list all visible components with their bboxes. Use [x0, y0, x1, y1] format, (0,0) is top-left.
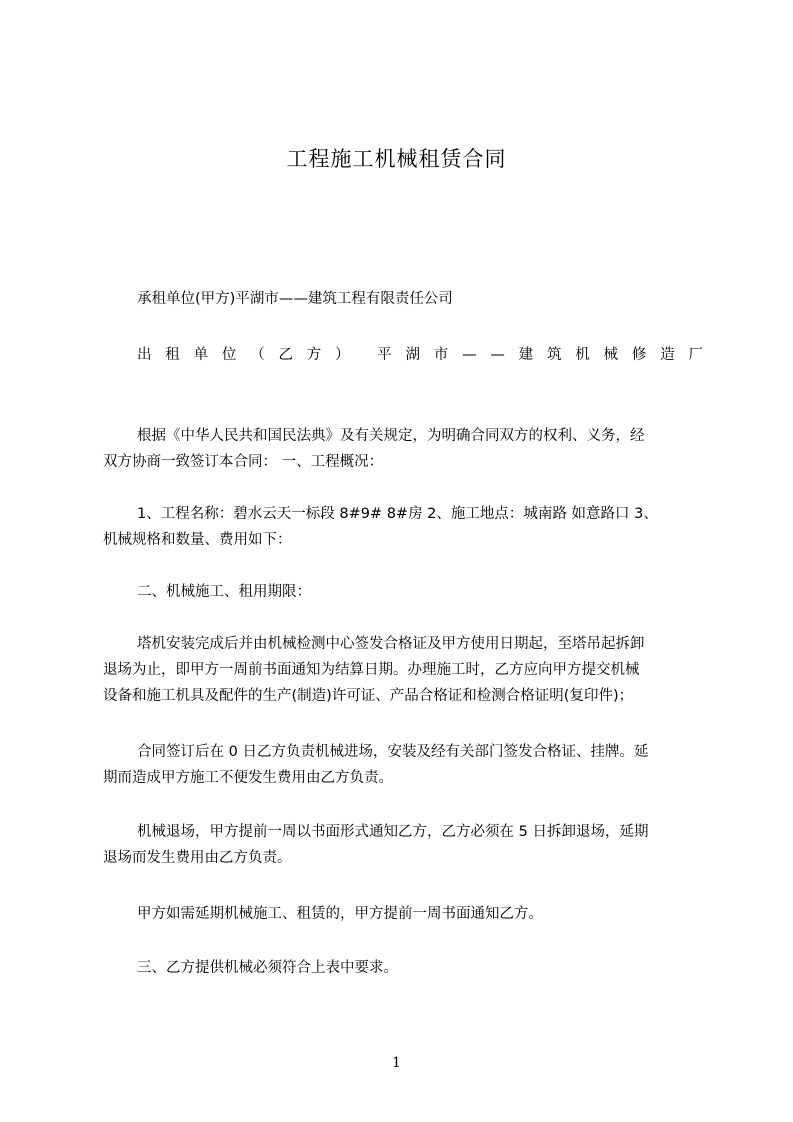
lessor-char: 位	[221, 347, 237, 363]
lessor-char: 建	[518, 347, 534, 363]
lessor-char: —	[490, 347, 505, 363]
lessor-char: ）	[335, 347, 350, 363]
paragraph-line: 机械规格和数量、费用如下：	[103, 532, 292, 548]
lessor-char: 湖	[405, 347, 420, 363]
lessor-char: （	[250, 347, 265, 363]
lessor-char: 厂	[688, 347, 703, 363]
document-title: 工程施工机械租赁合同	[286, 147, 507, 171]
paragraph-line: 双方协商一致签订本合同： 一、工程概况：	[103, 454, 384, 470]
lessor-char: 筑	[546, 347, 562, 363]
lessee-line: 承租单位(甲方)平湖市——建筑工程有限责任公司	[137, 291, 453, 307]
lessor-char: 方	[306, 347, 322, 363]
lessor-char: 修	[631, 347, 647, 363]
paragraph-line: 塔机安装完成后并由机械检测中心签发合格证及甲方使用日期起，至塔吊起拆卸	[137, 636, 645, 652]
lessor-char: 平	[377, 347, 392, 363]
lessor-char: 机	[575, 347, 590, 363]
lessor-char: 出	[137, 347, 152, 363]
lessor-line	[103, 342, 703, 368]
paragraph-line: 机械退场，甲方提前一周以书面形式通知乙方，乙方必须在 5 日拆卸退场，延期	[137, 824, 649, 840]
paragraph-line: 退场为止，即甲方一周前书面通知为结算日期。办理施工时，乙方应向甲方提交机械	[103, 662, 640, 678]
lessor-char: 租	[165, 347, 180, 363]
paragraph-line: 期而造成甲方施工不便发生费用由乙方负责。	[103, 770, 393, 786]
lessor-char: 械	[603, 347, 619, 363]
lessor-char: 乙	[278, 347, 293, 363]
lessor-char: 市	[433, 347, 449, 363]
paragraph-line: 设备和施工机具及配件的生产(制造)许可证、产品合格证和检测合格证明(复印件)；	[103, 688, 634, 704]
page-number: 1	[392, 1055, 401, 1071]
paragraph-line: 1、工程名称：碧水云天一标段 8#9# 8#房 2、施工地点：城南路 如意路口 3、	[137, 506, 658, 522]
lessor-char: —	[462, 347, 477, 363]
section-heading: 三、乙方提供机械必须符合上表中要求。	[137, 960, 398, 976]
paragraph-line: 甲方如需延期机械施工、租赁的，甲方提前一周书面通知乙方。	[137, 906, 543, 922]
lessor-char: 单	[193, 347, 209, 363]
paragraph-line: 退场而发生费用由乙方负责。	[103, 850, 292, 866]
paragraph-line: 根据《中华人民共和国民法典》及有关规定，为明确合同双方的权利、义务，经	[137, 428, 645, 444]
lessor-char: 造	[660, 347, 675, 363]
section-heading: 二、机械施工、租用期限：	[137, 584, 311, 600]
paragraph-line: 合同签订后在 0 日乙方负责机械进场，安装及经有关部门签发合格证、挂牌。延	[137, 744, 649, 760]
